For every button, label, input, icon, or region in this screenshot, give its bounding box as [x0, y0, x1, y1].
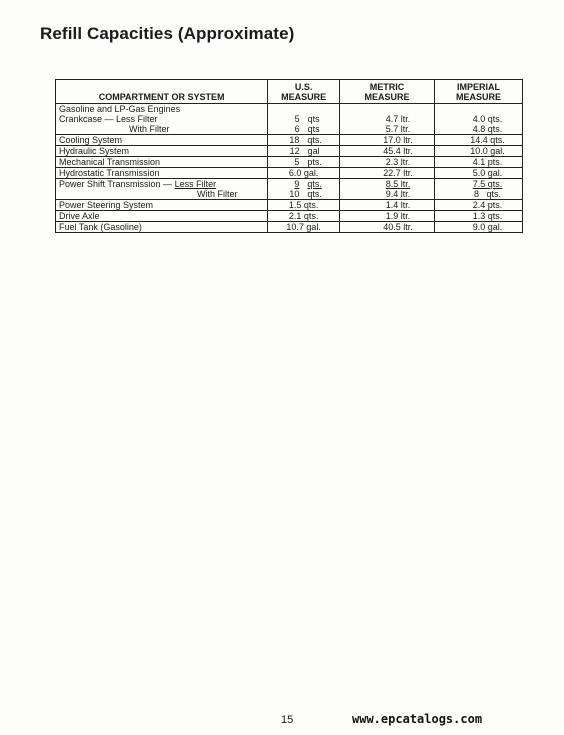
us-qty: 10	[289, 189, 300, 199]
table-row	[56, 168, 523, 179]
imperial-value: 5.0 gal.	[472, 168, 503, 178]
us-unit: qts.	[307, 189, 322, 199]
header-compartment-label: COMPARTMENT OR SYSTEM	[98, 92, 225, 102]
power-shift-label: Power Shift Transmission —	[59, 179, 173, 189]
imperial-value: 1.3 qts.	[472, 211, 503, 221]
header-compartment	[56, 80, 268, 104]
cell-imperial	[435, 168, 523, 179]
cell-us	[268, 200, 340, 211]
table-row	[56, 135, 523, 146]
cell-metric	[340, 211, 435, 222]
refill-capacities-table	[55, 79, 523, 233]
metric-value: 45.4 ltr.	[383, 146, 413, 156]
imperial-value: 7.5 qts.	[472, 179, 503, 189]
header-us-line2: MEASURE	[281, 92, 327, 102]
us-value: 2.1 qts.	[288, 211, 319, 221]
us-qty: 18	[289, 135, 300, 145]
table-row	[56, 222, 523, 233]
imperial-value: 4.8 qts.	[472, 124, 503, 134]
page-title: Refill Capacities (Approximate)	[40, 24, 295, 43]
metric-value: 2.3 ltr.	[385, 157, 411, 167]
imperial-value: 14.4 qts.	[470, 135, 505, 145]
us-unit: qts	[307, 124, 320, 134]
header-us-line1: U.S.	[294, 82, 313, 92]
metric-value: 9.4 ltr.	[385, 189, 411, 199]
metric-value: 8.5 ltr.	[385, 179, 411, 189]
us-unit: gal	[307, 146, 320, 156]
power-shift-less-filter: Less Filter	[174, 179, 217, 189]
metric-value: 4.7 ltr.	[385, 114, 411, 124]
watermark-text: www.epcatalogs.com	[352, 712, 483, 726]
metric-value: 17.0 ltr.	[383, 135, 413, 145]
table-header-row	[56, 80, 523, 104]
cell-us	[268, 168, 340, 179]
cell-metric	[340, 157, 435, 168]
table-row	[56, 157, 523, 168]
cell-imperial	[435, 104, 523, 135]
imperial-value: 10.0 gal.	[470, 146, 505, 156]
imperial-value: 4.1 pts.	[472, 157, 503, 167]
us-qty: 6	[294, 124, 300, 134]
us-value: 1.5 qts.	[288, 200, 319, 210]
cell-us	[268, 222, 340, 233]
cell-us	[268, 211, 340, 222]
cell-metric	[340, 200, 435, 211]
table-row	[56, 200, 523, 211]
imperial-value: 4.0 qts.	[472, 114, 503, 124]
imperial-value: 9.0 gal.	[472, 222, 503, 232]
us-unit: qts	[307, 114, 320, 124]
us-unit: qts.	[307, 135, 322, 145]
us-qty: 9	[294, 179, 300, 189]
table-row	[56, 104, 523, 135]
cell-compartment	[56, 179, 268, 200]
cell-metric	[340, 222, 435, 233]
power-shift-with-filter: With Filter	[197, 189, 238, 199]
us-qty: 12	[289, 146, 300, 156]
us-qty: 5	[294, 114, 300, 124]
cell-imperial	[435, 179, 523, 200]
imperial-value: 2.4 pts.	[472, 200, 503, 210]
header-imperial-line2: MEASURE	[456, 92, 502, 102]
table-row	[56, 211, 523, 222]
us-unit: pts.	[307, 157, 322, 167]
cell-us	[268, 104, 340, 135]
cell-compartment: Mechanical Transmission	[56, 157, 268, 168]
metric-value: 1.4 ltr.	[385, 200, 411, 210]
cell-compartment: Hydrostatic Transmission	[56, 168, 268, 179]
metric-value: 40.5 ltr.	[383, 222, 413, 232]
table-row	[56, 146, 523, 157]
cell-imperial	[435, 200, 523, 211]
header-imperial-line1: IMPERIAL	[457, 82, 501, 92]
header-us-measure	[268, 80, 340, 104]
cell-imperial	[435, 157, 523, 168]
engines-label-2: Crankcase — Less Filter	[59, 114, 158, 124]
cell-metric	[340, 104, 435, 135]
cell-compartment	[56, 104, 268, 135]
imperial-value: 8 qts.	[474, 189, 502, 199]
cell-compartment: Fuel Tank (Gasoline)	[56, 222, 268, 233]
cell-us	[268, 179, 340, 200]
cell-metric	[340, 179, 435, 200]
us-value: 10.7 gal.	[286, 222, 321, 232]
header-metric-line2: MEASURE	[364, 92, 410, 102]
metric-value: 22.7 ltr.	[383, 168, 413, 178]
table-row	[56, 179, 523, 200]
header-metric-line1: METRIC	[369, 82, 405, 92]
cell-metric	[340, 135, 435, 146]
cell-compartment: Drive Axle	[56, 211, 268, 222]
header-imperial-measure	[435, 80, 523, 104]
header-metric-measure	[340, 80, 435, 104]
cell-imperial	[435, 211, 523, 222]
cell-compartment: Cooling System	[56, 135, 268, 146]
metric-value: 1.9 ltr.	[385, 211, 411, 221]
us-qty: 5	[294, 157, 300, 167]
us-value: 6.0 gal.	[288, 168, 319, 178]
cell-us	[268, 157, 340, 168]
cell-compartment: Power Steering System	[56, 200, 268, 211]
engines-label-1: Gasoline and LP-Gas Engines	[59, 104, 181, 114]
cell-metric	[340, 146, 435, 157]
cell-compartment: Hydraulic System	[56, 146, 268, 157]
cell-us	[268, 135, 340, 146]
cell-metric	[340, 168, 435, 179]
cell-imperial	[435, 135, 523, 146]
cell-imperial	[435, 146, 523, 157]
cell-imperial	[435, 222, 523, 233]
metric-value: 5.7 ltr.	[385, 124, 411, 134]
engines-label-3: With Filter	[129, 124, 170, 134]
us-unit: qts.	[307, 179, 322, 189]
cell-us	[268, 146, 340, 157]
page-number: 15	[281, 714, 294, 726]
